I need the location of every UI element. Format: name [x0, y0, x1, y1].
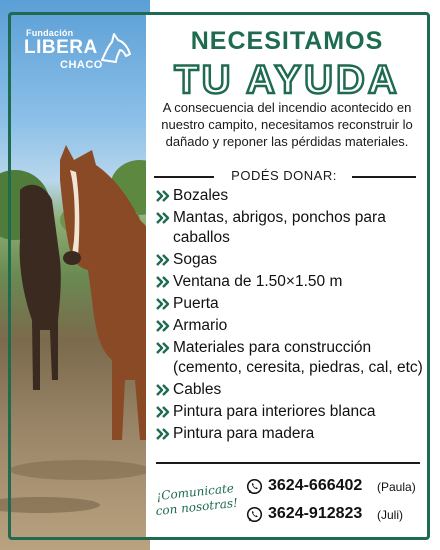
chevron-right-icon — [156, 341, 170, 355]
logo-fundacion-text: Fundación — [26, 28, 74, 38]
logo-libera-text: LIBERA — [24, 37, 98, 58]
list-item — [156, 338, 424, 378]
phone-contact-name: (Paula) — [377, 480, 416, 494]
chevron-right-icon — [156, 297, 170, 311]
list-item-label: Sogas — [173, 251, 217, 268]
phone-contact-name: (Juli) — [377, 508, 403, 522]
headline-line1: NECESITAMOS — [190, 27, 384, 55]
list-item-label: Cables — [173, 381, 222, 398]
chevron-right-icon — [156, 275, 170, 289]
chevron-right-icon — [156, 405, 170, 419]
donation-list — [156, 186, 424, 446]
list-item — [156, 250, 424, 270]
fundacion-libera-chaco-logo — [24, 28, 136, 74]
headline-line2: TU AYUDA — [174, 58, 400, 102]
whatsapp-icon — [246, 478, 263, 495]
list-item — [156, 186, 424, 206]
phone-entry[interactable] — [246, 503, 426, 527]
horse-head-icon — [96, 32, 132, 64]
phone-number: 3624-666402 — [268, 477, 363, 494]
chevron-right-icon — [156, 427, 170, 441]
content-panel — [146, 15, 428, 537]
list-item — [156, 208, 424, 248]
contact-callout: ¡Comunicate con nosotras! — [154, 481, 239, 519]
list-item-label: Pintura para madera — [173, 425, 315, 442]
footer-divider — [156, 462, 420, 464]
list-item-label: Pintura para interiores blanca — [173, 403, 376, 420]
list-item — [156, 294, 424, 314]
horse-illustration — [0, 0, 150, 550]
list-item-label: Ventana de 1.50×1.50 m — [173, 273, 343, 290]
chevron-right-icon — [156, 253, 170, 267]
list-item — [156, 316, 424, 336]
list-item — [156, 272, 424, 292]
logo-chaco-text: CHACO — [60, 59, 103, 71]
divider-left — [154, 176, 214, 178]
donate-heading-text: PODÉS DONAR: — [231, 168, 337, 183]
list-item — [156, 380, 424, 400]
phone-number: 3624-912823 — [268, 505, 363, 522]
list-item-label: Puerta — [173, 295, 219, 312]
list-item — [156, 424, 424, 444]
list-item-label: Materiales para construcción (cemento, ceresita, piedras, cal, etc) — [173, 339, 423, 376]
list-item-label: Mantas, abrigos, ponchos para caballos — [173, 209, 386, 246]
chevron-right-icon — [156, 319, 170, 333]
list-item-label: Armario — [173, 317, 228, 334]
intro-text: A consecuencia del incendio acontecido en nuestro campito, necesitamos reconstruir lo dañado y reponer las pérdidas materiales. — [161, 100, 413, 149]
list-item — [156, 402, 424, 422]
whatsapp-icon — [246, 506, 263, 523]
chevron-right-icon — [156, 211, 170, 225]
chevron-right-icon — [156, 383, 170, 397]
phone-entry[interactable] — [246, 475, 426, 499]
chevron-right-icon — [156, 189, 170, 203]
list-item-label: Bozales — [173, 187, 229, 204]
horses-photo — [0, 0, 150, 550]
phone-list — [246, 475, 426, 531]
divider-right — [352, 176, 416, 178]
donate-heading — [146, 168, 428, 184]
